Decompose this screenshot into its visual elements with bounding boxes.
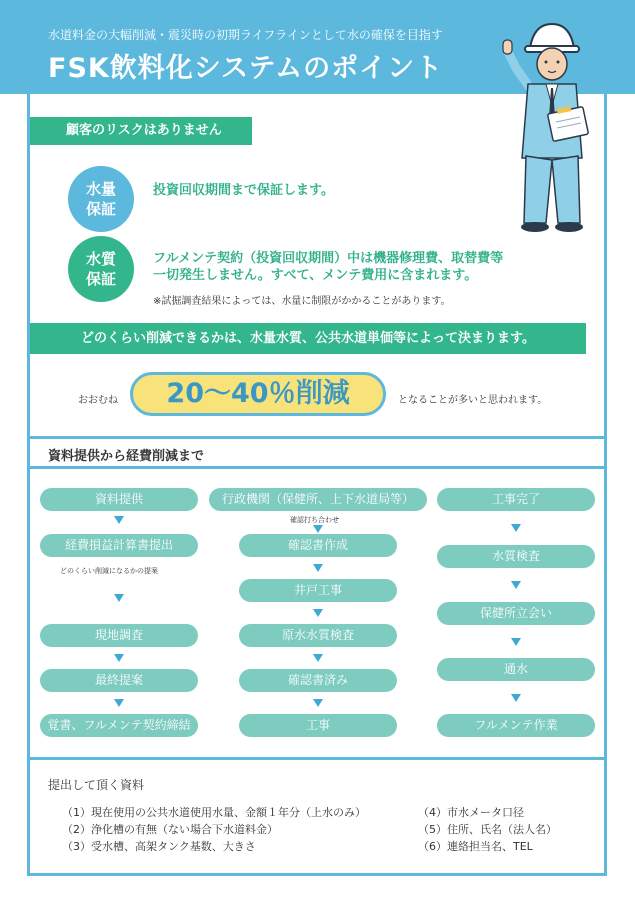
- document-item: （2）浄化槽の有無（ない場合下水道料金）: [62, 823, 278, 836]
- reduction-suffix: となることが多いと思われます。: [398, 395, 548, 406]
- reduction-value: 20～40％削減: [130, 372, 386, 416]
- divider: [27, 436, 607, 439]
- down-arrow-icon: [511, 638, 521, 646]
- badge-label: 保証: [85, 270, 116, 288]
- reduction-banner: どのくらい削減できるかは、水量水質、公共水道単価等によって決まります。: [30, 323, 586, 354]
- down-arrow-icon: [511, 581, 521, 589]
- down-arrow-icon: [511, 524, 521, 532]
- down-arrow-icon: [313, 525, 323, 533]
- flow-step: 行政機関（保健所、上下水道局等）: [209, 488, 427, 511]
- down-arrow-icon: [114, 594, 124, 602]
- divider: [27, 466, 607, 469]
- engineer-illustration-icon: [494, 18, 604, 236]
- document-item: （5）住所、氏名（法人名）: [418, 823, 557, 836]
- flow-step: 保健所立会い: [437, 602, 595, 625]
- flow-note: どのくらい削減になるかの提案: [60, 567, 158, 575]
- down-arrow-icon: [313, 699, 323, 707]
- quality-guarantee-badge: [68, 236, 134, 302]
- flow-step: 経費損益計算書提出: [40, 534, 198, 557]
- document-item: （4）市水メータ口径: [418, 806, 524, 819]
- quality-text-line: フルメンテ契約（投資回収期間）中は機器修理費、取替費等: [153, 251, 504, 266]
- document-item: （1）現在使用の公共水道使用水量、金額１年分（上水のみ）: [62, 806, 366, 819]
- flow-step: 確認書済み: [239, 669, 397, 692]
- down-arrow-icon: [313, 609, 323, 617]
- flow-step: 工事完了: [437, 488, 595, 511]
- document-item: （6）連絡担当名、TEL: [418, 840, 533, 853]
- flow-step: 確認書作成: [239, 534, 397, 557]
- badge-label: 水量: [85, 180, 116, 198]
- down-arrow-icon: [114, 654, 124, 662]
- flow-step: 井戸工事: [239, 579, 397, 602]
- down-arrow-icon: [313, 654, 323, 662]
- flow-step: 工事: [239, 714, 397, 737]
- badge-label: 保証: [85, 200, 116, 218]
- flow-note: 確認打ち合わせ: [290, 516, 339, 524]
- flow-step: フルメンテ作業: [437, 714, 595, 737]
- note-text: ※試掘調査結果によっては、水量に制限がかかることがあります。: [153, 296, 451, 307]
- quality-guarantee-text: [153, 250, 503, 284]
- documents-title: 提出して頂く資料: [48, 778, 145, 792]
- flow-title: 資料提供から経費削減まで: [48, 449, 205, 464]
- flow-step: 資料提供: [40, 488, 198, 511]
- down-arrow-icon: [511, 694, 521, 702]
- page-title: FSK飲料化システムのポイント: [48, 53, 444, 84]
- page-subtitle: 水道料金の大幅削減・震災時の初期ライフラインとして水の確保を目指す: [48, 28, 443, 42]
- down-arrow-icon: [114, 516, 124, 524]
- risk-banner: 顧客のリスクはありません: [30, 117, 252, 145]
- flow-step: 通水: [437, 658, 595, 681]
- flow-step: 水質検査: [437, 545, 595, 568]
- quantity-guarantee-text: 投資回収期間まで保証します。: [153, 183, 334, 198]
- divider: [27, 757, 607, 760]
- quality-text-line: 一切発生しません。すべて、メンテ費用に含まれます。: [153, 268, 478, 283]
- flow-step: 覚書、フルメンテ契約締結: [40, 714, 198, 737]
- quantity-guarantee-badge: [68, 166, 134, 232]
- flow-step: 原水水質検査: [239, 624, 397, 647]
- flow-step: 現地調査: [40, 624, 198, 647]
- document-item: （3）受水槽、高架タンク基数、大きさ: [62, 840, 256, 853]
- down-arrow-icon: [114, 699, 124, 707]
- flow-step: 最終提案: [40, 669, 198, 692]
- down-arrow-icon: [313, 564, 323, 572]
- badge-label: 水質: [85, 250, 116, 268]
- reduction-prefix: おおむね: [78, 395, 118, 406]
